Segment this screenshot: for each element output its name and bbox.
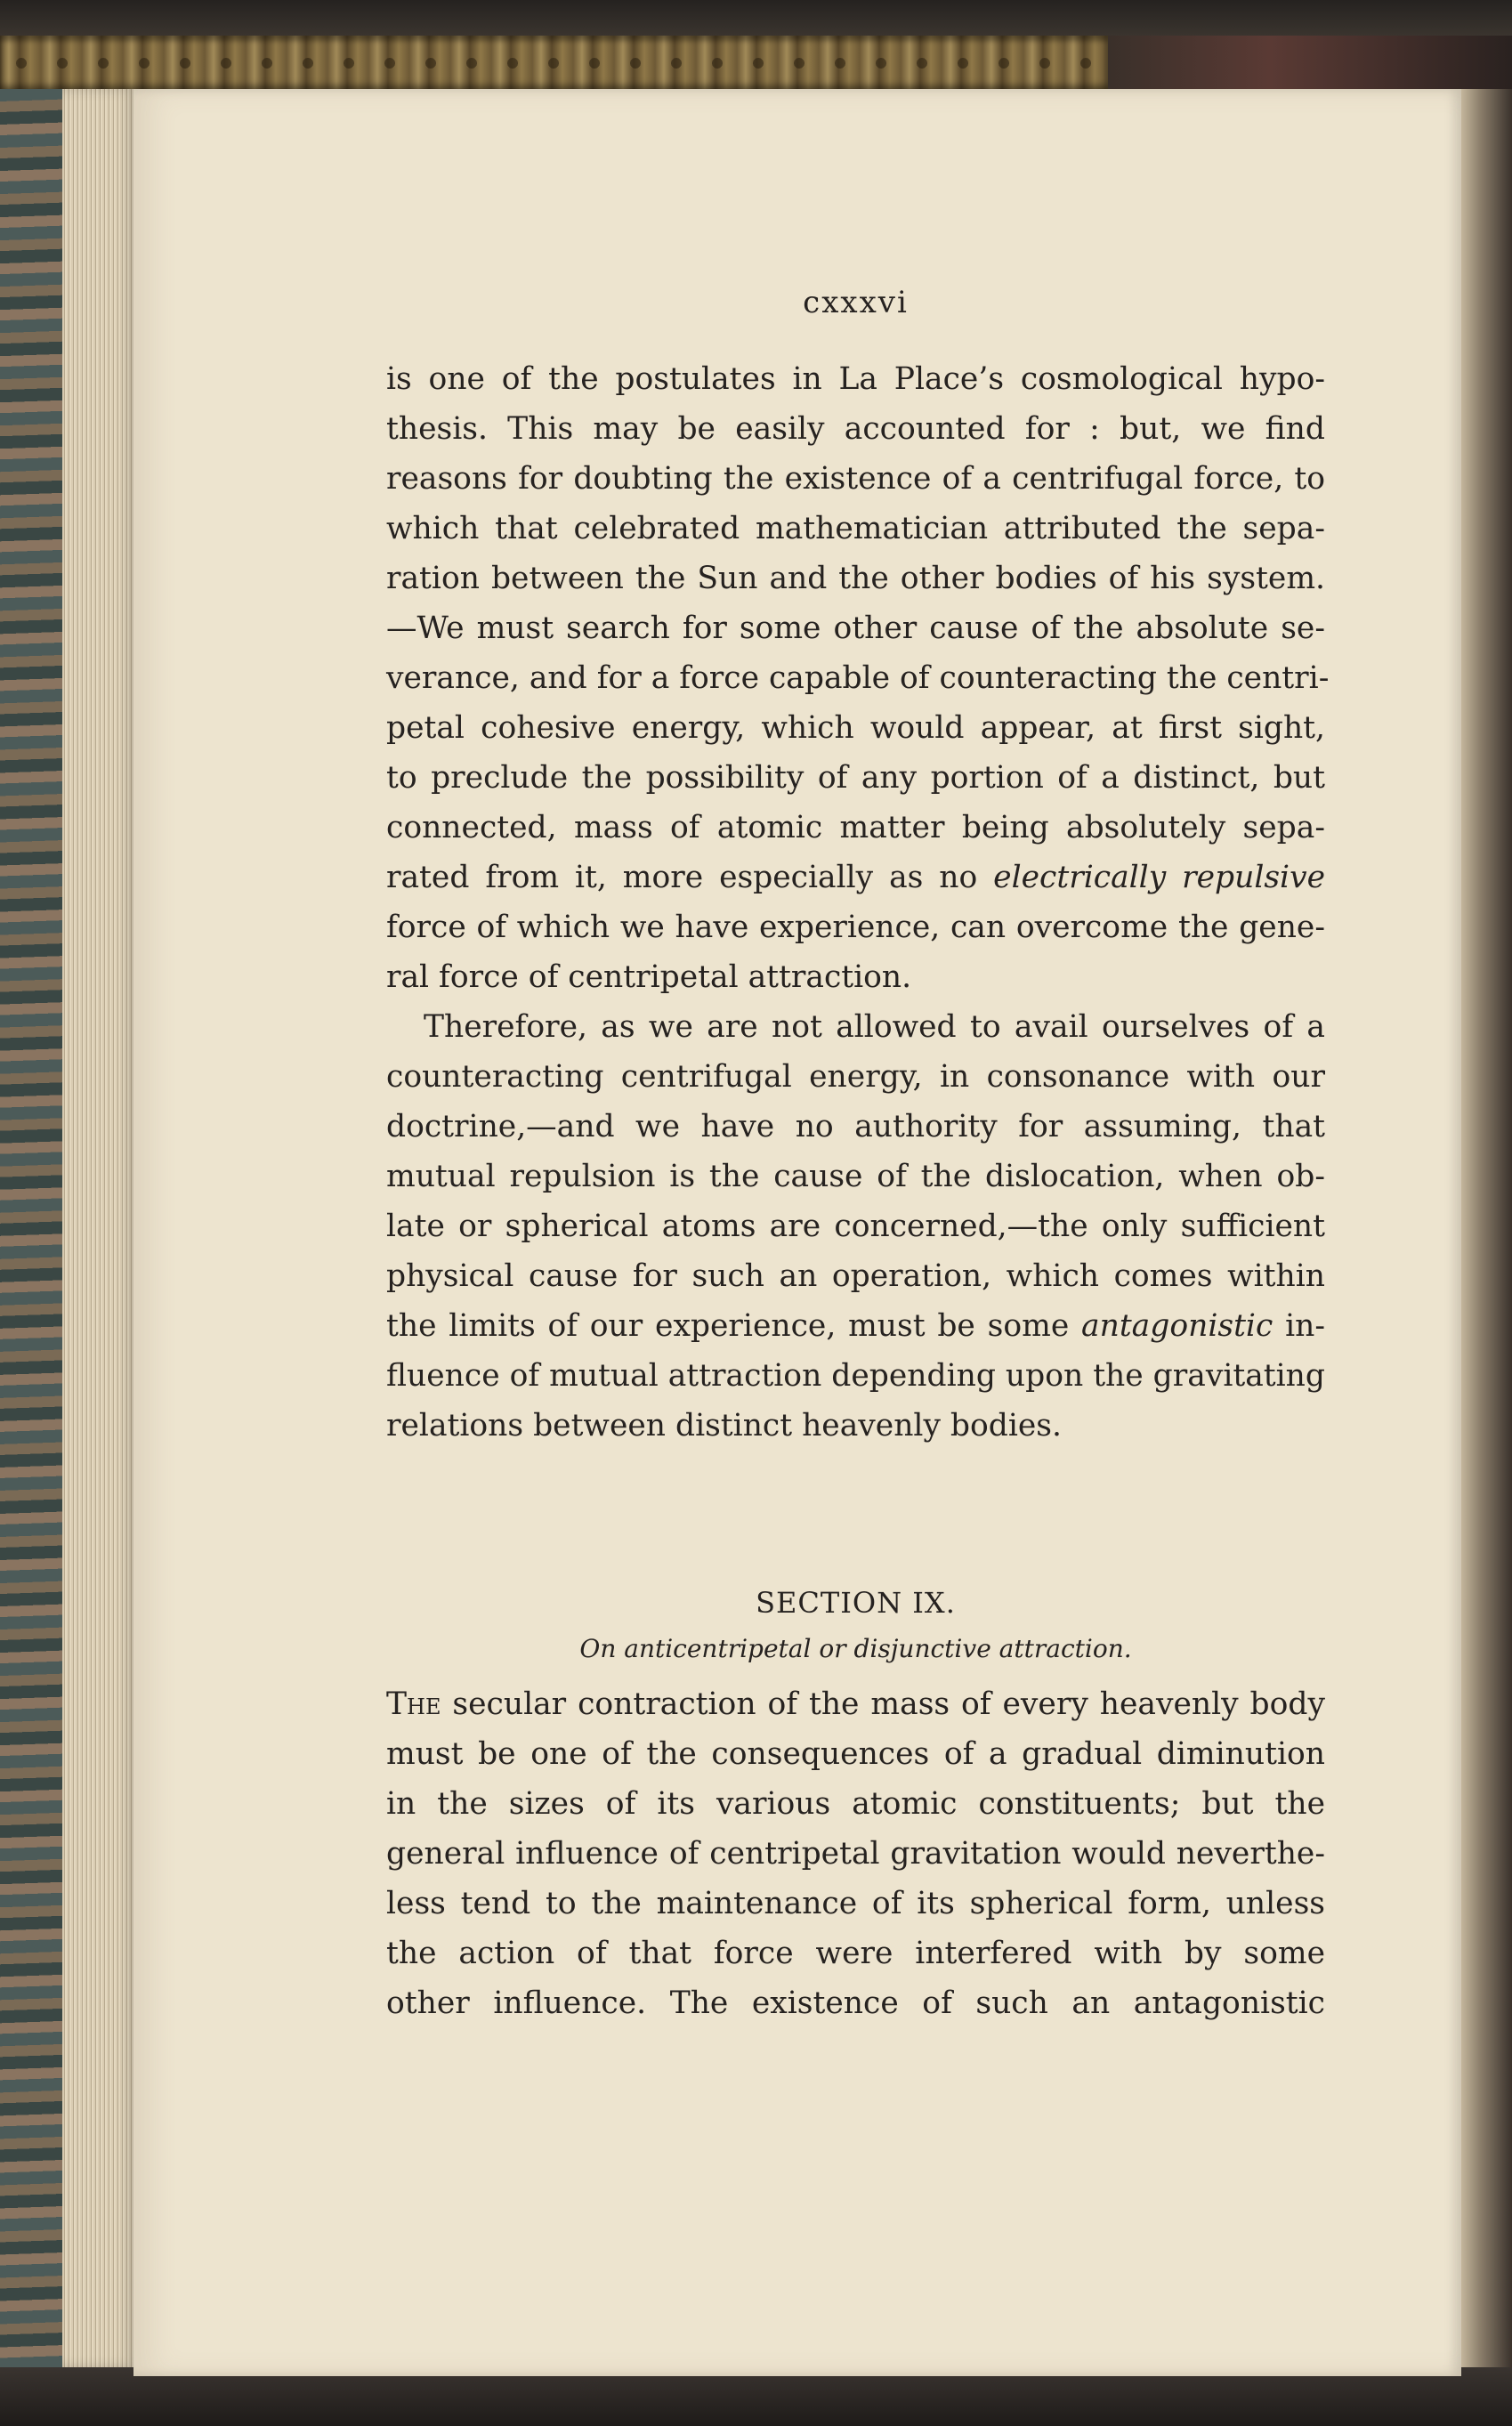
book-spine bbox=[1108, 36, 1512, 91]
small-caps-opening: The bbox=[386, 1686, 441, 1722]
page-text bbox=[386, 285, 1330, 2028]
text-line: petal cohesive energy, which would appear, at first sight, bbox=[386, 710, 1325, 746]
text-line bbox=[386, 1679, 1325, 1729]
text-line: the action of that force were interfered with by some bbox=[386, 1936, 1325, 1971]
text-line: which that celebrated mathematician attributed the sepa- bbox=[386, 511, 1325, 546]
text-line: thesis. This may be easily accounted for : but, we find bbox=[386, 411, 1325, 447]
text-line: physical cause for such an operation, which comes within bbox=[386, 1258, 1325, 1294]
text-line: doctrine,—and we have no authority for assuming, that bbox=[386, 1109, 1325, 1144]
section-heading: SECTION IX. bbox=[756, 1586, 956, 1620]
page-number: cxxxvi bbox=[803, 285, 909, 320]
text-line bbox=[386, 853, 1325, 902]
text-line: to preclude the possibility of any portion of a distinct, but bbox=[386, 760, 1325, 796]
text-line: late or spherical atoms are concerned,—the only sufficient bbox=[386, 1209, 1325, 1244]
text-line: must be one of the consequences of a gradual diminution bbox=[386, 1736, 1325, 1772]
text-line: reasons for doubting the existence of a centrifugal force, to bbox=[386, 461, 1325, 497]
paragraph-2 bbox=[386, 1002, 1325, 1451]
text-line: force of which we have experience, can overcome the gene- bbox=[386, 910, 1325, 945]
text-line: connected, mass of atomic matter being absolutely sepa- bbox=[386, 810, 1325, 845]
text-line: other influence. The existence of such an antagonistic bbox=[386, 1985, 1325, 2021]
text-segment: rated from it, more especially as no bbox=[386, 860, 994, 895]
text-line: general influence of centripetal gravitation would neverthe- bbox=[386, 1836, 1325, 1872]
background-top bbox=[0, 0, 1512, 36]
text-segment: secular contraction of the mass of every heavenly body bbox=[441, 1686, 1325, 1722]
section-subtitle: On anticentripetal or disjunctive attraction. bbox=[579, 1634, 1132, 1663]
text-line: is one of the postulates in La Place’s cosmological hypo- bbox=[386, 361, 1325, 397]
book-right-edge bbox=[1459, 89, 1512, 2426]
text-line: relations between distinct heavenly bodies. bbox=[386, 1408, 1062, 1443]
text-line: counteracting centrifugal energy, in consonance with our bbox=[386, 1059, 1325, 1095]
text-line: in the sizes of its various atomic constituents; but the bbox=[386, 1786, 1325, 1822]
text-line: ration between the Sun and the other bodies of his system. bbox=[386, 561, 1325, 596]
text-line: ral force of centripetal attraction. bbox=[386, 959, 912, 995]
page-stack-edges bbox=[62, 89, 138, 2367]
text-segment: the limits of our experience, must be some bbox=[386, 1308, 1082, 1344]
text-line: Therefore, as we are not allowed to avail ourselves of a bbox=[424, 1009, 1325, 1045]
text-line: mutual repulsion is the cause of the dislocation, when ob- bbox=[386, 1159, 1325, 1194]
paragraph-3 bbox=[386, 1679, 1325, 2028]
text-line bbox=[386, 1301, 1325, 1351]
italic-phrase: antagonistic bbox=[1081, 1308, 1273, 1344]
text-line: verance, and for a force capable of counteracting the centri- bbox=[386, 660, 1330, 696]
gilt-page-edge bbox=[0, 36, 1108, 91]
text-segment: in- bbox=[1273, 1308, 1325, 1344]
text-line: less tend to the maintenance of its spherical form, unless bbox=[386, 1886, 1325, 1921]
text-line: fluence of mutual attraction depending upon the gravitating bbox=[386, 1358, 1325, 1394]
text-line: —We must search for some other cause of the absolute se- bbox=[386, 611, 1325, 646]
paragraph-1 bbox=[386, 354, 1330, 1002]
italic-phrase: electrically repulsive bbox=[993, 860, 1326, 895]
